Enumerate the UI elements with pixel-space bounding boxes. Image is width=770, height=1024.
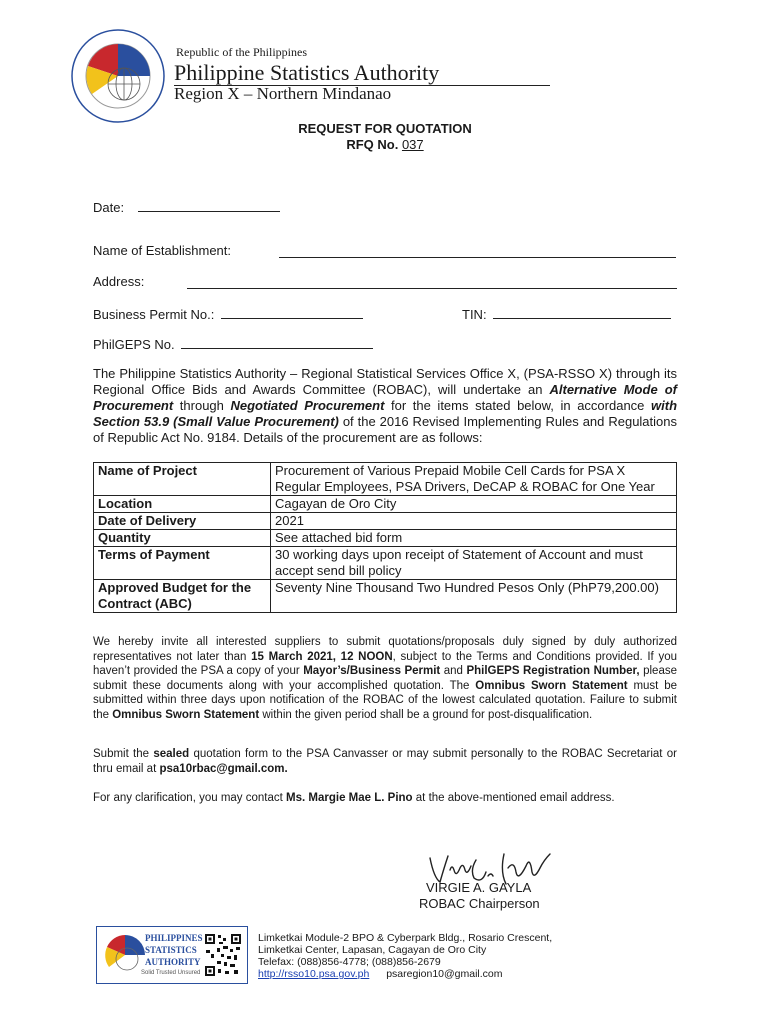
footer-email: psaregion10@gmail.com — [386, 968, 503, 980]
table-key: Terms of Payment — [94, 547, 271, 580]
clarification-paragraph — [93, 791, 677, 806]
rfq-label: RFQ No. — [346, 137, 399, 152]
omnibus-requirement: Omnibus Sworn Statement — [475, 679, 628, 692]
footer-contact-line — [258, 968, 552, 980]
tin-label: TIN: — [462, 307, 487, 322]
intro-through: through — [179, 398, 224, 413]
table-key: Approved Budget for the Contract (ABC) — [94, 580, 271, 613]
tin-blank[interactable] — [493, 306, 671, 319]
table-key: Name of Project — [94, 463, 271, 496]
intro-p3: of the 2016 Revised Implementing Rules and Regulations of Republic Act No. 9184. Details of the procurement are as follows: — [93, 414, 678, 445]
table-row — [94, 513, 677, 530]
table-value: See attached bid form — [271, 530, 677, 547]
rfq-number: 037 — [401, 137, 424, 152]
contact-person: Ms. Margie Mae L. Pino — [286, 792, 413, 804]
date-label: Date: — [93, 200, 125, 215]
footer-logo-line3: AUTHORITY — [145, 957, 201, 967]
footer-addr2: Limketkai Center, Lapasan, Cagayan de Oro City — [258, 944, 487, 956]
table-value: 30 working days upon receipt of Statement of Account and must accept send bill policy — [271, 547, 677, 580]
clarification-text: at the above-mentioned email address. — [415, 792, 615, 804]
table-row — [94, 580, 677, 613]
rfq-heading: REQUEST FOR QUOTATION — [298, 121, 472, 136]
invitation-text: We hereby invite all interested suppliers to submit quotations/proposals duly signed by duly authorized representatives not later than — [93, 636, 677, 663]
robac-email[interactable]: psa10rbac@gmail.com. — [159, 762, 288, 775]
permit-label: Business Permit No.: — [93, 307, 215, 322]
philgeps-requirement: PhilGEPS Registration Number, — [466, 665, 640, 677]
philgeps-blank[interactable] — [181, 336, 373, 349]
deadline: 15 March 2021, 12 NOON — [251, 650, 393, 663]
invitation-paragraph — [93, 635, 677, 722]
table-value: 2021 — [271, 513, 677, 530]
rfq-number-line — [0, 137, 770, 152]
permit-blank[interactable] — [221, 306, 363, 319]
intro-alt-mode: Alternative Mode of Procurement — [93, 382, 677, 413]
date-blank[interactable] — [138, 199, 280, 212]
table-row — [94, 496, 677, 513]
omnibus-requirement: Omnibus Sworn Statement — [112, 708, 260, 721]
submission-text: quotation form to the PSA Canvasser or may submit personally to the ROBAC Secretariat or thru email at — [93, 748, 677, 775]
submission-text: Submit the — [93, 748, 150, 760]
intro-section: with Section 53.9 (Small Value Procurement) — [93, 398, 678, 429]
address-blank[interactable] — [187, 276, 677, 289]
intro-negotiated: Negotiated Procurement — [230, 398, 385, 413]
qr-code-icon — [203, 932, 243, 978]
psa-seal — [70, 28, 166, 124]
philgeps-label: PhilGEPS No. — [93, 337, 175, 352]
republic-line: Republic of the Philippines — [176, 45, 307, 59]
intro-p2: for the items stated below, in accordance — [391, 398, 645, 413]
table-key: Quantity — [94, 530, 271, 547]
invitation-text: must be submitted within three days upon notification of the ROBAC of the lowest calculated quotation. Failure to submit the — [93, 679, 677, 721]
footer-telefax: Telefax: (088)856-4778; (088)856-2679 — [258, 956, 441, 968]
clarification-text: For any clarification, you may contact — [93, 792, 283, 804]
footer-logo-tag: Solid Trusted Unsured — [141, 970, 201, 976]
address-label: Address: — [93, 274, 145, 289]
agency-name: Philippine Statistics Authority — [174, 60, 440, 85]
permit-requirement: Mayor’s/Business Permit — [303, 665, 441, 677]
invitation-text: please submit these documents along with your accomplished quotation. The — [93, 665, 677, 692]
footer-logo-line1: PHILIPPINES — [145, 933, 203, 943]
table-key: Date of Delivery — [94, 513, 271, 530]
footer-address — [258, 932, 552, 980]
invitation-text: , subject to the Terms and Conditions provided. If you haven’t provided the PSA a copy of your — [93, 650, 677, 677]
invitation-text: within the given period shall be a ground for post-disqualification. — [262, 708, 593, 721]
procurement-table — [93, 462, 677, 613]
tin-field — [462, 306, 671, 322]
permit-field — [93, 306, 363, 322]
table-row — [94, 463, 677, 496]
invitation-text: and — [443, 665, 463, 677]
signatory-name: VIRGIE A. GAYLA — [426, 880, 532, 895]
establishment-blank[interactable] — [279, 245, 676, 258]
table-value: Cagayan de Oro City — [271, 496, 677, 513]
table-value: Procurement of Various Prepaid Mobile Cell Cards for PSA X Regular Employees, PSA Drivers, DeCAP & ROBAC for One Year — [271, 463, 677, 496]
intro-paragraph — [93, 366, 677, 446]
footer-logo-line2: STATISTICS — [145, 945, 197, 955]
region-name: Region X – Northern Mindanao — [174, 84, 392, 103]
table-row — [94, 530, 677, 547]
intro-p1: The Philippine Statistics Authority – Regional Statistical Services Office X, (PSA-RSSO X) through its Regional Office Bids and Awards Committee (ROBAC), will undertake an — [93, 366, 677, 397]
establishment-label: Name of Establishment: — [93, 243, 232, 258]
footer-logo — [96, 926, 248, 984]
footer-addr1: Limketkai Module-2 BPO & Cyberpark Bldg., Rosario Crescent, — [258, 932, 553, 944]
philgeps-field — [93, 336, 373, 352]
footer-website-link[interactable]: http://rsso10.psa.gov.ph — [258, 968, 370, 980]
table-value: Seventy Nine Thousand Two Hundred Pesos Only (PhP79,200.00) — [271, 580, 677, 613]
table-key: Location — [94, 496, 271, 513]
sealed-word: sealed — [153, 748, 190, 760]
table-row — [94, 547, 677, 580]
submission-paragraph — [93, 747, 677, 776]
signatory-title: ROBAC Chairperson — [419, 896, 540, 911]
date-field — [93, 199, 280, 215]
